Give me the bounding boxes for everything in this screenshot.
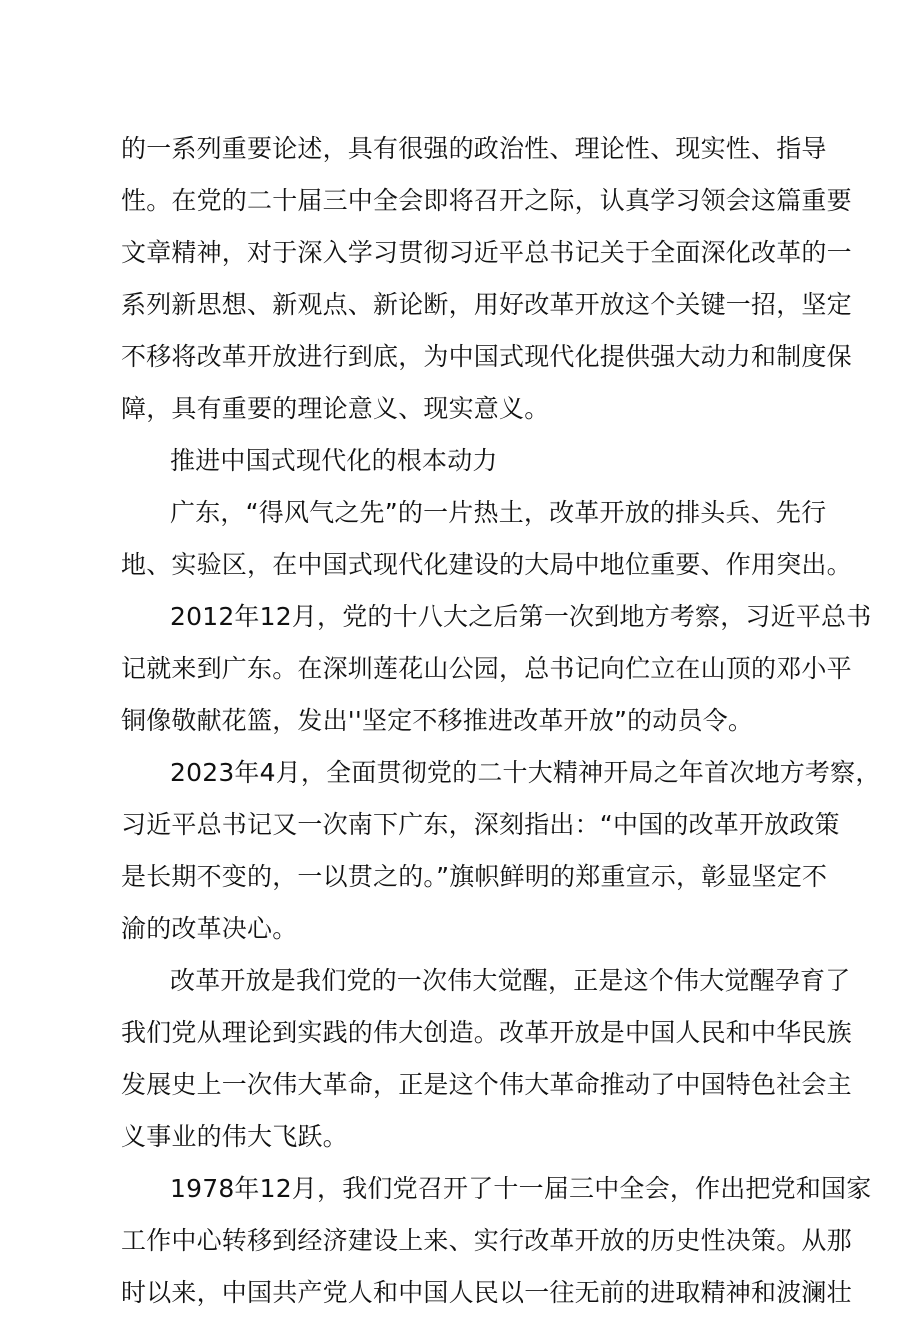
paragraph-line: 铜像敬献花篮，发出''坚定不移推进改革开放”的动员令。 xyxy=(121,706,754,735)
paragraph-line: 性。在党的二十届三中全会即将召开之际，认真学习领会这篇重要 xyxy=(121,186,852,215)
paragraph-line: 习近平总书记又一次南下广东，深刻指出：“中国的改革开放政策 xyxy=(121,810,840,839)
paragraph-line: 地、实验区，在中国式现代化建设的大局中地位重要、作用突出。 xyxy=(121,550,852,579)
paragraph-line: 改革开放是我们党的一次伟大觉醒，正是这个伟大觉醒孕育了 xyxy=(170,966,851,995)
paragraph-line: 不移将改革开放进行到底，为中国式现代化提供强大动力和制度保 xyxy=(121,342,852,371)
section-heading: 推进中国式现代化的根本动力 xyxy=(170,446,498,475)
paragraph-line: 是长期不变的，一以贯之的。”旗帜鲜明的郑重宣示，彰显坚定不 xyxy=(121,862,828,891)
paragraph-line: 系列新思想、新观点、新论断，用好改革开放这个关键一招，坚定 xyxy=(121,290,852,319)
paragraph-line: 时以来，中国共产党人和中国人民以一往无前的进取精神和波澜壮 xyxy=(121,1278,852,1307)
paragraph-line: 义事业的伟大飞跃。 xyxy=(121,1122,348,1151)
paragraph-line: 障，具有重要的理论意义、现实意义。 xyxy=(121,394,550,423)
paragraph-line: 2012年12月，党的十八大之后第一次到地方考察，习近平总书 xyxy=(170,602,872,631)
paragraph-line: 广东，“得风气之先”的一片热土，改革开放的排头兵、先行 xyxy=(170,498,827,527)
paragraph-line: 2023年4月，全面贯彻党的二十大精神开局之年首次地方考察， xyxy=(170,758,881,787)
paragraph-line: 1978年12月，我们党召开了十一届三中全会，作出把党和国家 xyxy=(170,1174,872,1203)
paragraph-line: 工作中心转移到经济建设上来、实行改革开放的历史性决策。从那 xyxy=(121,1226,852,1255)
paragraph-line: 记就来到广东。在深圳莲花山公园，总书记向伫立在山顶的邓小平 xyxy=(121,654,852,683)
paragraph-line: 文章精神，对于深入学习贯彻习近平总书记关于全面深化改革的一 xyxy=(121,238,852,267)
paragraph-line: 渝的改革决心。 xyxy=(121,914,298,943)
paragraph-line: 的一系列重要论述，具有很强的政治性、理论性、现实性、指导 xyxy=(121,134,827,163)
paragraph-line: 发展史上一次伟大革命，正是这个伟大革命推动了中国特色社会主 xyxy=(121,1070,852,1099)
paragraph-line: 我们党从理论到实践的伟大创造。改革开放是中国人民和中华民族 xyxy=(121,1018,852,1047)
